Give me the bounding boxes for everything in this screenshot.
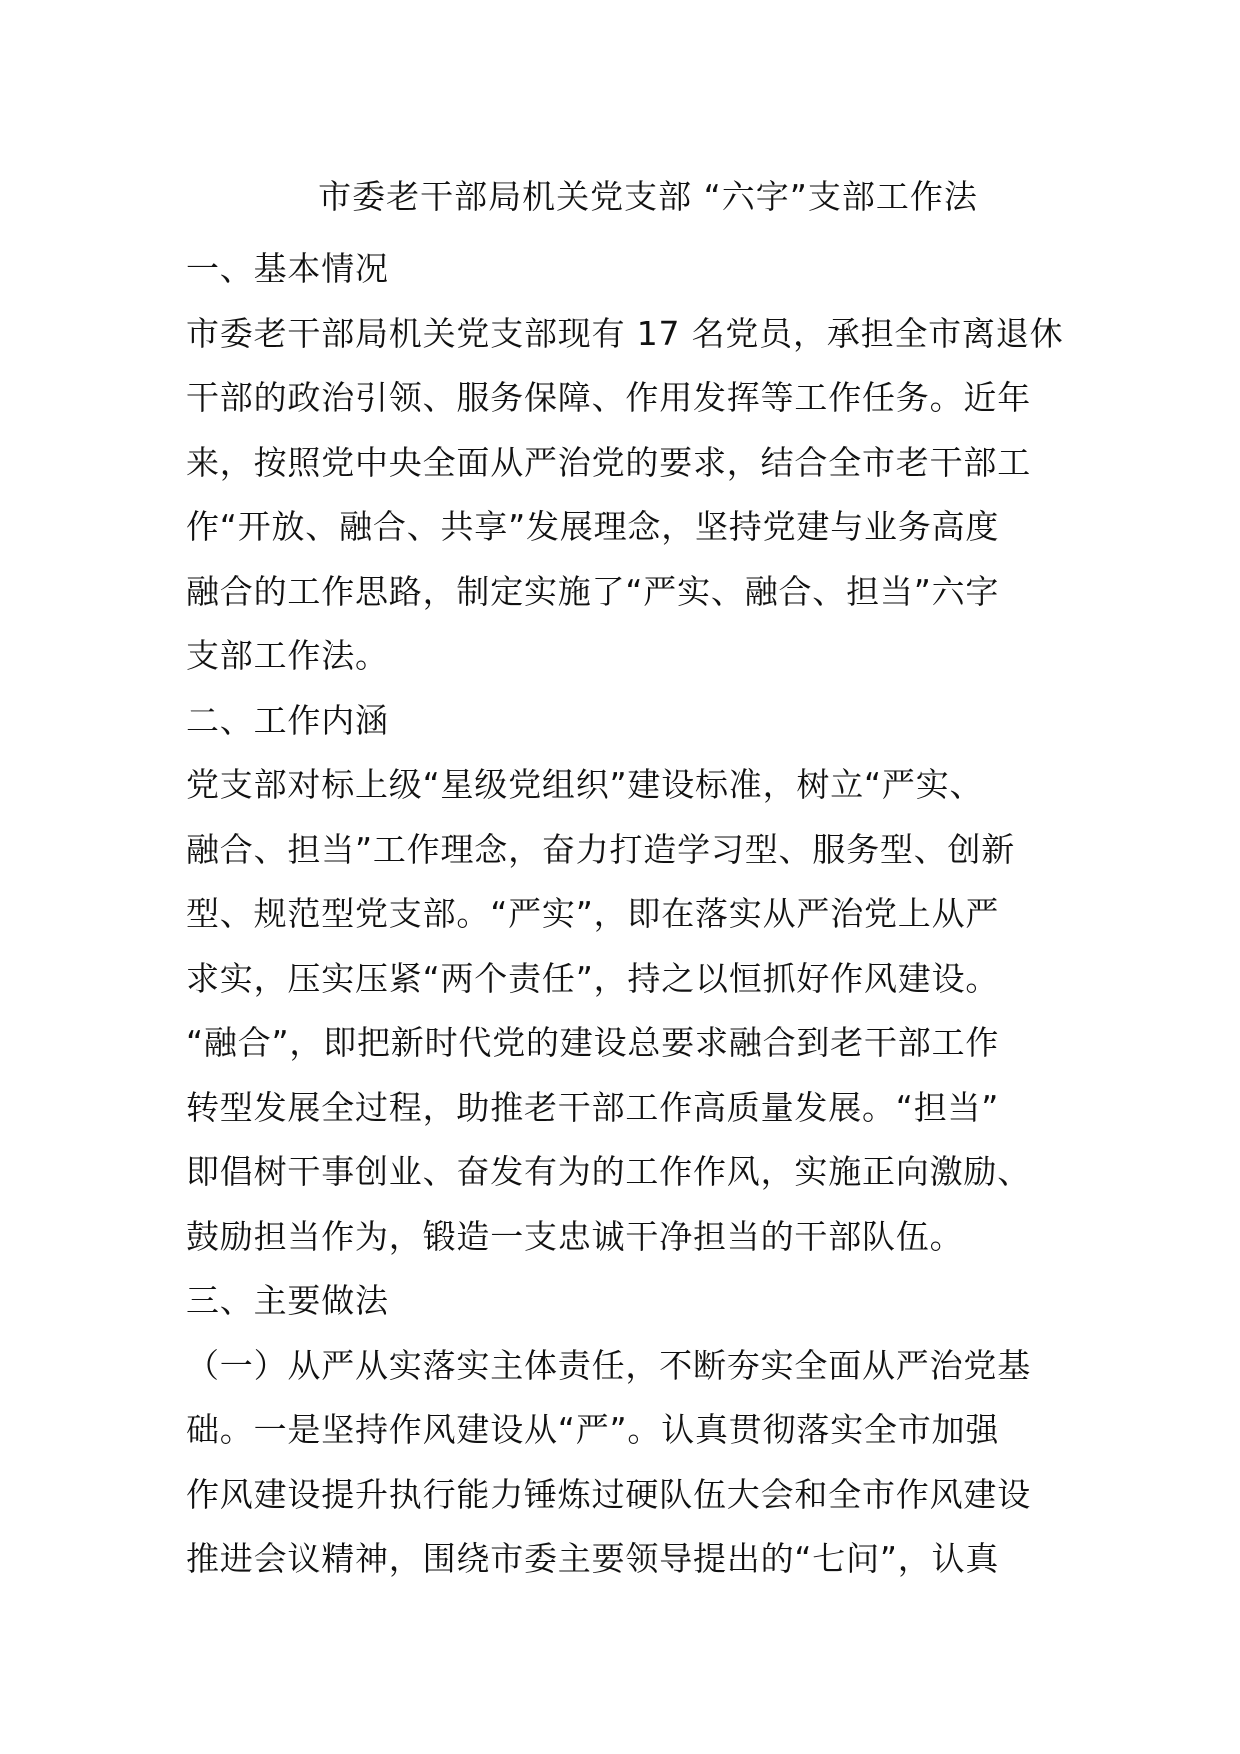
paragraph-line: 支部工作法。 <box>186 636 389 675</box>
paragraph-line: 鼓励担当作为，锻造一支忠诚干净担当的干部队伍。 <box>186 1216 964 1256</box>
paragraph-line: 型、规范型党支部。“严实”，即在落实从严治党上从严 <box>186 894 1000 933</box>
section-heading-basic: 一、基本情况 <box>186 249 389 288</box>
document-title <box>0 174 1240 220</box>
paragraph-line: 市委老干部局机关党支部现有 17 名党员，承担全市离退休 <box>186 313 1064 353</box>
section-heading-connotation: 二、工作内涵 <box>186 700 389 740</box>
paragraph-line: （一）从严从实落实主体责任，不断夯实全面从严治党基 <box>186 1345 1031 1385</box>
paragraph-line: 作“开放、融合、共享”发展理念，坚持党建与业务高度 <box>186 507 1000 546</box>
paragraph-line: 作风建设提升执行能力锤炼过硬队伍大会和全市作风建设 <box>186 1474 1031 1514</box>
paragraph-line: 推进会议精神，围绕市委主要领导提出的“七问”，认真 <box>186 1539 1000 1578</box>
paragraph-line: 转型发展全过程，助推老干部工作高质量发展。“担当” <box>186 1087 1000 1127</box>
paragraph-line: 即倡树干事创业、奋发有为的工作作风，实施正向激励、 <box>186 1152 1031 1191</box>
paragraph-line: 求实，压实压紧“两个责任”，持之以恒抓好作风建设。 <box>186 958 1000 998</box>
paragraph-line: 干部的政治引领、服务保障、作用发挥等工作任务。近年 <box>186 378 1031 417</box>
paragraph-line: 融合、担当”工作理念，奋力打造学习型、服务型、创新 <box>186 829 1016 869</box>
section-heading-practices: 三、主要做法 <box>186 1281 389 1320</box>
paragraph-line: 础。一是坚持作风建设从“严”。认真贯彻落实全市加强 <box>186 1410 1000 1449</box>
document-title-text: 市委老干部局机关党支部 “六字”支部工作法 <box>318 177 978 216</box>
paragraph-line: 融合的工作思路，制定实施了“严实、融合、担当”六字 <box>186 571 1000 611</box>
paragraph-line: “融合”，即把新时代党的建设总要求融合到老干部工作 <box>186 1023 1000 1062</box>
paragraph-line: 来，按照党中央全面从严治党的要求，结合全市老干部工 <box>186 442 1031 482</box>
document-body <box>186 237 1064 1592</box>
paragraph-line: 党支部对标上级“星级党组织”建设标准，树立“严实、 <box>186 765 984 804</box>
